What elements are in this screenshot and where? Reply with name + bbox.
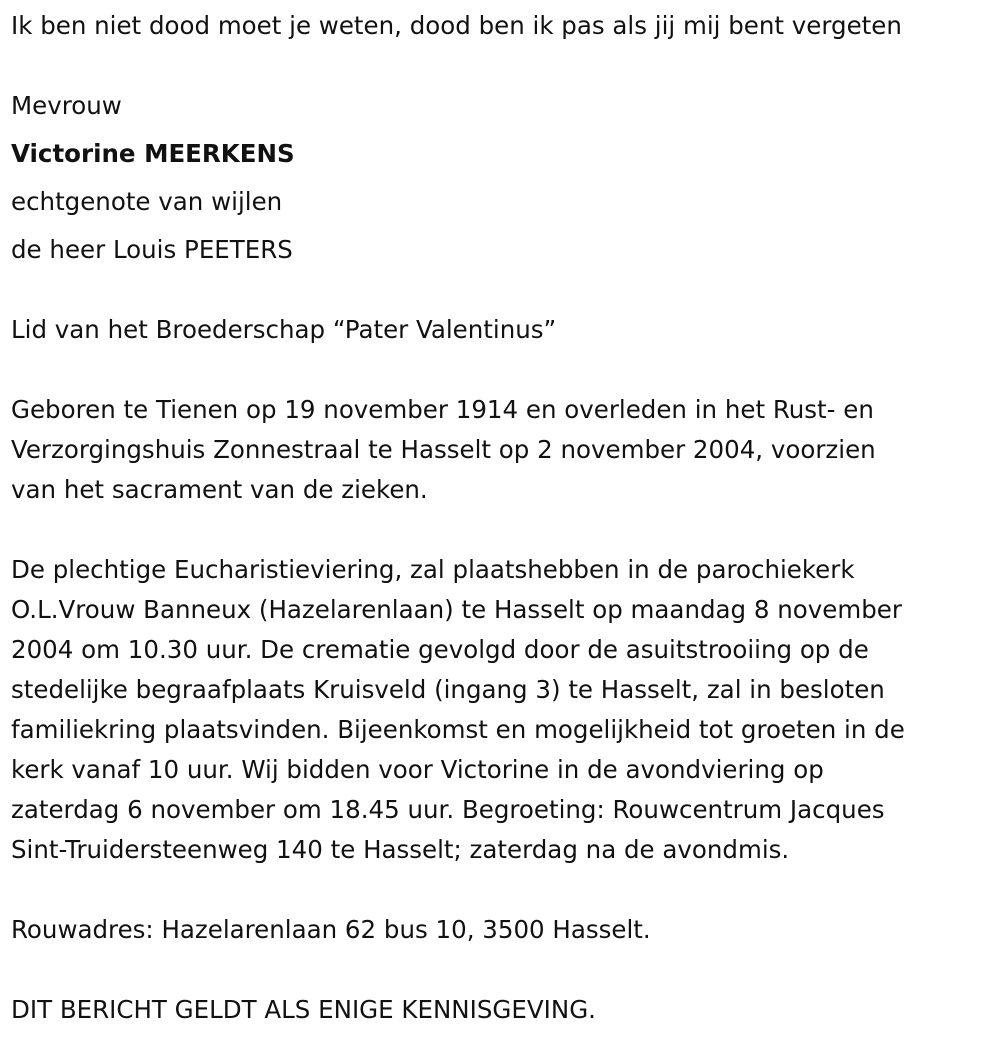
mourning-address: Rouwadres: Hazelarenlaan 62 bus 10, 3500 Hasselt.	[11, 915, 651, 944]
paragraph-line: van het sacrament van de zieken.	[11, 475, 428, 504]
spouse-name: de heer Louis PEETERS	[11, 235, 293, 264]
paragraph-line: Geboren te Tienen op 19 november 1914 en overleden in het Rust- en	[11, 395, 874, 424]
paragraph-line: stedelijke begraafplaats Kruisveld (ingang 3) te Hasselt, zal in besloten	[11, 675, 885, 704]
paragraph-line: O.L.Vrouw Banneux (Hazelarenlaan) te Hasselt op maandag 8 november	[11, 595, 902, 624]
deceased-title: Mevrouw	[11, 91, 122, 120]
paragraph-line: Sint-Truidersteenweg 140 te Hasselt; zaterdag na de avondmis.	[11, 835, 790, 864]
motto: Ik ben niet dood moet je weten, dood ben ik pas als jij mij bent vergeten	[11, 11, 902, 40]
membership: Lid van het Broederschap “Pater Valentinus”	[11, 315, 557, 344]
notice-statement: DIT BERICHT GELDT ALS ENIGE KENNISGEVING.	[11, 995, 596, 1024]
deceased-relation: echtgenote van wijlen	[11, 187, 283, 216]
paragraph-line: De plechtige Eucharistieviering, zal plaatshebben in de parochiekerk	[11, 555, 855, 584]
paragraph-line: familiekring plaatsvinden. Bijeenkomst en mogelijkheid tot groeten in de	[11, 715, 905, 744]
paragraph-line: 2004 om 10.30 uur. De crematie gevolgd door de asuitstrooiing op de	[11, 635, 869, 664]
paragraph-line: Verzorgingshuis Zonnestraal te Hasselt op 2 november 2004, voorzien	[11, 435, 876, 464]
birth-death-paragraph	[11, 390, 986, 510]
ceremony-paragraph	[11, 550, 986, 870]
paragraph-line: zaterdag 6 november om 18.45 uur. Begroeting: Rouwcentrum Jacques	[11, 795, 885, 824]
paragraph-line: kerk vanaf 10 uur. Wij bidden voor Victorine in de avondviering op	[11, 755, 824, 784]
deceased-name: Victorine MEERKENS	[11, 139, 295, 168]
